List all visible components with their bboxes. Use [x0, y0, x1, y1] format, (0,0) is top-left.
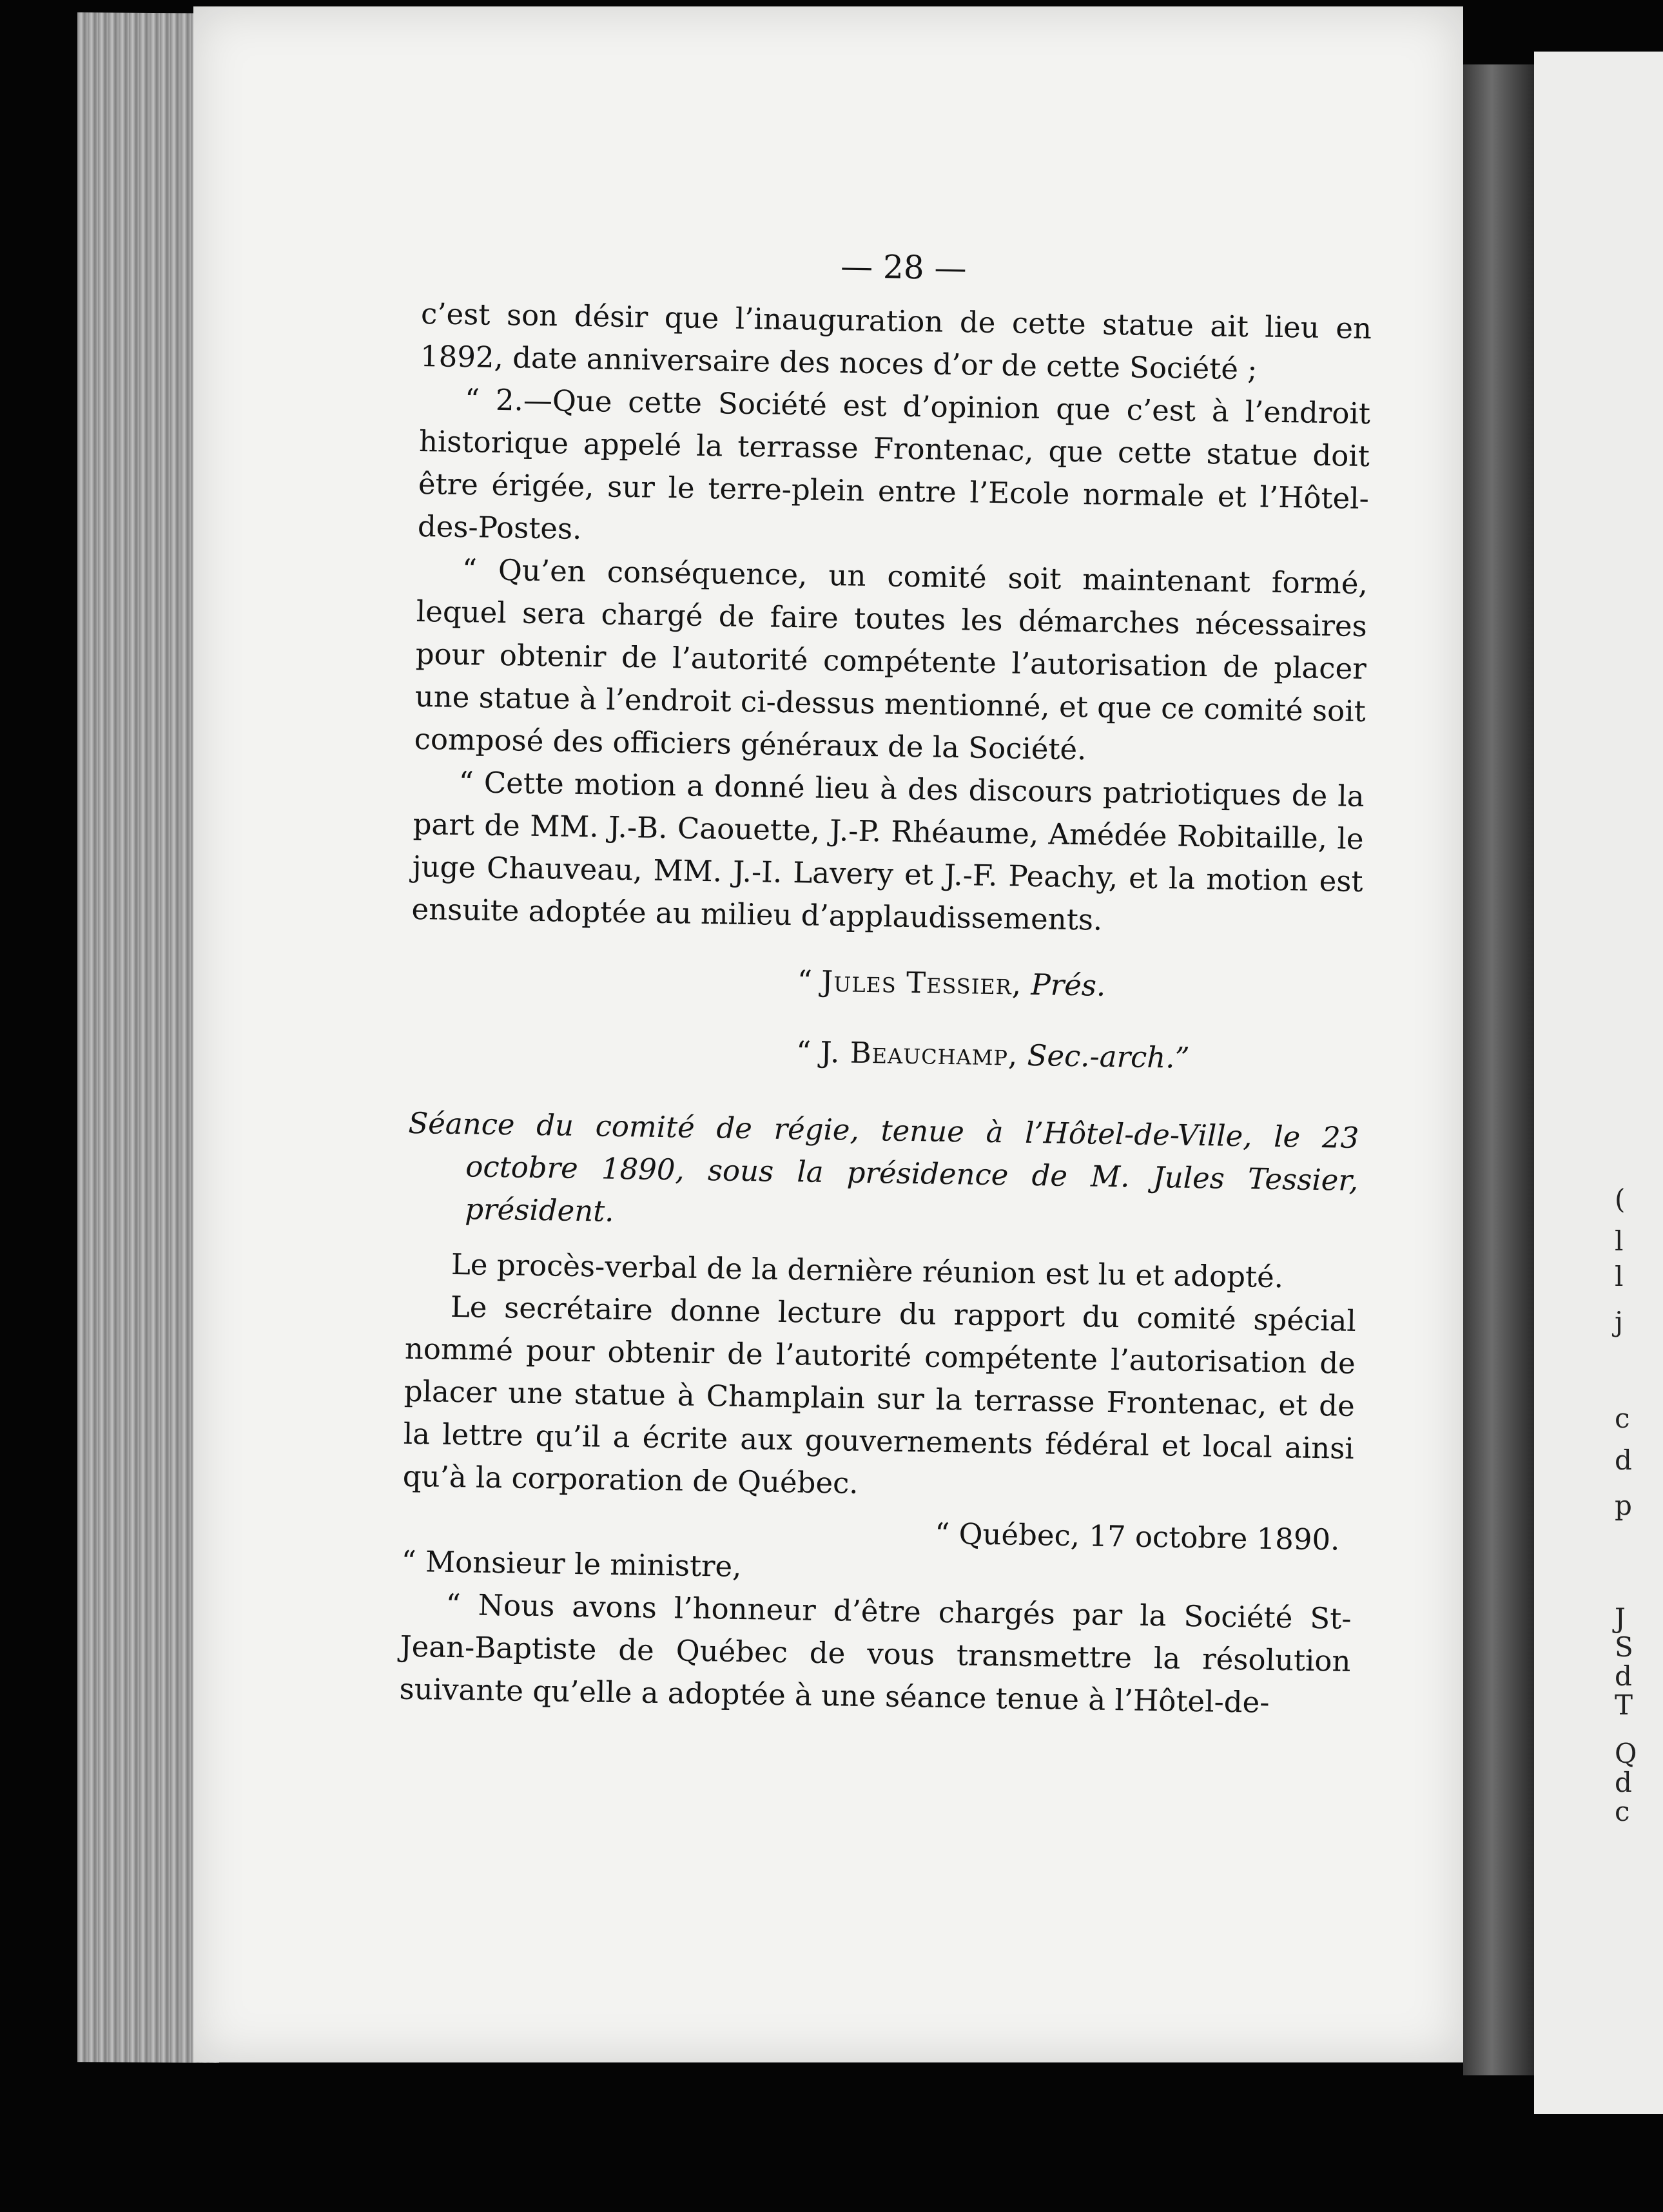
book-gutter — [1463, 64, 1534, 2075]
letter-dateline: “ Québec, 17 octobre 1890. — [934, 1516, 1340, 1557]
letter-salutation: “ Monsieur le ministre, — [401, 1544, 742, 1584]
paragraph: Le secrétaire donne lecture du rapport du comité spécial nommé pour obtenir de l’autorité compétente l’autorisation de placer une statue à Champlain sur la terrasse Frontenac, et de la lettre qu’il a écrite aux gouvernements fédéral et local ainsi qu’à la corporation de Québec. — [402, 1289, 1357, 1500]
adjacent-page-fragment: J — [1615, 1602, 1626, 1634]
adjacent-page-fragment: S — [1615, 1631, 1633, 1663]
signature-quote: “ — [795, 1034, 812, 1069]
adjacent-page-fragment: c — [1615, 1402, 1630, 1434]
paragraph: Le procès-verbal de la dernière réunion est lu et adopté. — [451, 1247, 1284, 1295]
letter-paragraph: “ Nous avons l’honneur d’être chargés par la Société St-Jean-Baptiste de Québec de vous transmettre la résolution suivante qu’elle a adoptée à une séance tenue à l’Hôtel-de- — [399, 1587, 1352, 1720]
signature-title: Prés. — [1031, 967, 1106, 1003]
adjacent-page-fragment: d — [1615, 1444, 1632, 1476]
adjacent-page-fragment: l — [1615, 1225, 1624, 1257]
paragraph: “ Cette motion a donné lieu à des discours patriotiques de la part de MM. J.-B. Caouette, J.-P. Rhéaume, Amédée Robitaille, le juge Chauveau, MM. J.-I. Lavery et J.-F. Peachy, et la motion est ensuite adoptée au milieu d’applaudissements. — [411, 764, 1365, 937]
signature-quote: “ — [797, 964, 813, 998]
signature-name: Jules Tessier, — [821, 964, 1022, 1002]
adjacent-page-fragment: j — [1615, 1306, 1624, 1337]
adjacent-page-fragment: d — [1615, 1767, 1632, 1798]
signature-name: J. Beauchamp, — [820, 1034, 1018, 1072]
paragraph: “ 2.—Que cette Société est d’opinion que c’est à l’endroit historique appelé la terrasse Frontenac, que cette statue doit être érigée, sur le terre-plein entre l’Ecole normale et l’Hôtel-des-Postes. — [417, 382, 1371, 546]
adjacent-page-fragment: Q — [1615, 1738, 1637, 1769]
signature-secretary — [409, 1025, 1361, 1082]
adjacent-page-fragment: l — [1615, 1261, 1624, 1292]
paragraph: c’est son désir que l’inauguration de cette statue ait lieu en 1892, date anniversaire des noces d’or de cette Société ; — [420, 296, 1372, 387]
adjacent-page-fragment: p — [1615, 1489, 1632, 1521]
adjacent-page-fragment: c — [1615, 1796, 1630, 1827]
signature-president — [411, 954, 1362, 1011]
signature-title: Sec.-arch.” — [1027, 1038, 1191, 1075]
adjacent-page — [1534, 52, 1663, 2114]
paragraph: “ Qu’en conséquence, un comité soit maintenant formé, lequel sera chargé de faire toutes les démarches nécessaires pour obtenir de l’autorité compétente l’autorisation de placer une statue à l’endroit ci-dessus mentionné, et que ce comité soit composé des officiers généraux de la Société. — [414, 552, 1368, 767]
seance-heading: Séance du comité de régie, tenue à l’Hôtel-de-Ville, le 23 octobre 1890, sous la présidence de M. Jules Tessier, président. — [408, 1105, 1359, 1228]
adjacent-page-fragment: d — [1615, 1660, 1632, 1692]
adjacent-page-fragment: ( — [1615, 1183, 1626, 1215]
adjacent-page-fragment: T — [1615, 1689, 1633, 1721]
page-number: — 28 — — [840, 247, 968, 287]
page-text — [399, 238, 1373, 1725]
